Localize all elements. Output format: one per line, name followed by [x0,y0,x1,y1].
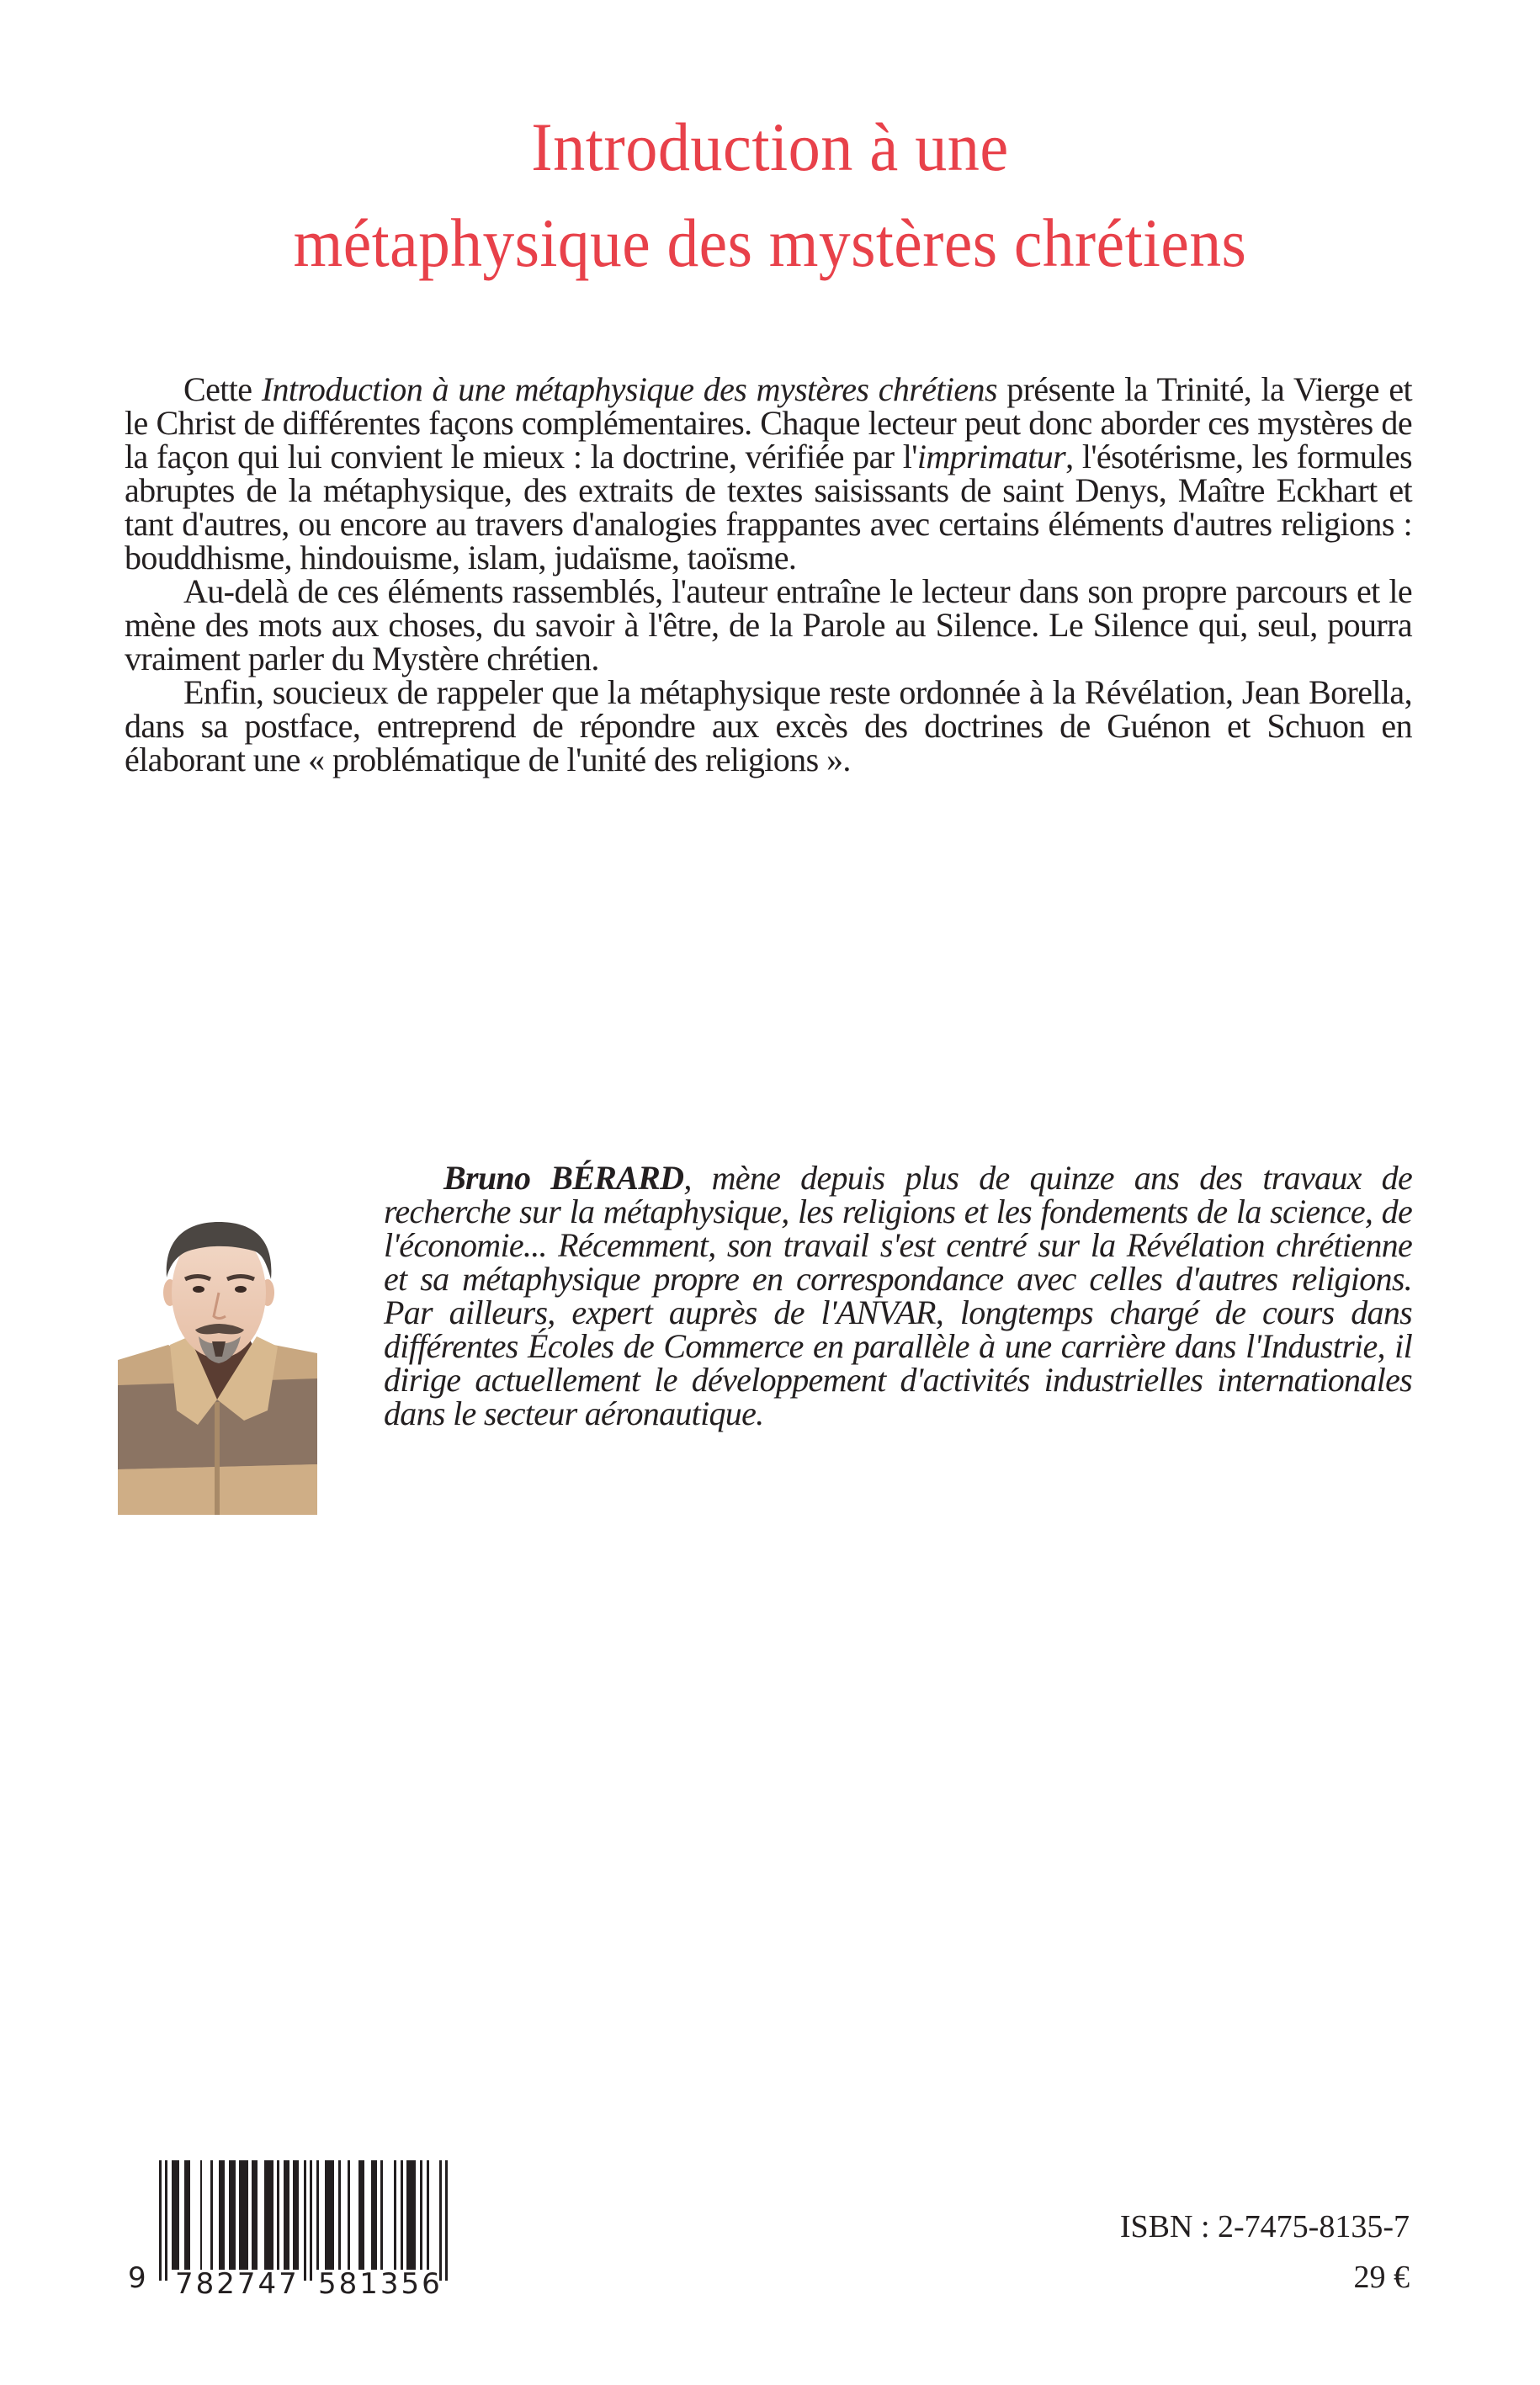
blurb-text: , l'ésotérisme, les formules abruptes de la métaphysique, des extraits de textes saisissants de saint Denys, Maître Eckhart et tant d'autres, ou encore au travers d'analogies frappantes avec certains éléments d'autres religions : bouddhisme, hindouisme, islam, judaïsme, taoïsme. [125,438,1412,576]
blurb-text: présente la Trinité, la Vierge et le Christ de différentes façons complémentaires. Chaque lecteur peut donc aborder ces mystères de la façon qui lui convient le mieux : la doctrine, vérifiée par l' [125,370,1412,475]
barcode-graphic [123,2154,476,2297]
barcode-digit-first: 9 [128,2261,146,2295]
barcode-bars [159,2160,448,2281]
title-line-2: métaphysique des mystères chrétiens [293,205,1247,281]
blurb-paragraph-2: Au-delà de ces éléments rassemblés, l'auteur entraîne le lecteur dans son propre parcours et le mène des mots aux choses, du savoir à l'être, de la Parole au Silence. Le Silence qui, seul, pourra vraiment parler du Mystère chrétien. [125,572,1412,677]
book-title [0,99,1540,291]
book-blurb [125,370,1412,778]
portrait-illustration [118,1219,317,1515]
title-line-1: Introduction à une [531,109,1009,185]
author-bio [384,1161,1412,1431]
barcode-digits-right: 581356 [318,2267,443,2297]
blurb-paragraph-1 [125,370,1412,576]
isbn-label: ISBN : 2-7475-8135-7 [1119,2209,1410,2244]
author-name: Bruno BÉRARD [443,1159,684,1197]
price-label: 29 € [1353,2260,1410,2295]
blurb-book-title-italic: Introduction à une métaphysique des mystères chrétiens [261,370,997,408]
author-bio-text: , mène depuis plus de quinze ans des travaux de recherche sur la métaphysique, les religions et les fondements de la science, de l'économie... Récemment, son travail s'est centré sur la Révélation chrétienne et sa métaphysique propre en correspondance avec celles d'autres religions. Par ailleurs, expert auprès de l'ANVAR, longtemps chargé de cours dans différentes Écoles de Commerce en parallèle à une carrière dans l'Industrie, il dirige actuellement le développement d'activités industrielles internationales dans le secteur aéronautique. [384,1159,1413,1432]
blurb-text: Cette [183,370,262,408]
imprimatur-italic: imprimatur [916,438,1066,475]
blurb-paragraph-3: Enfin, soucieux de rappeler que la métaphysique reste ordonnée à la Révélation, Jean Borella, dans sa postface, entreprend de répondre aux excès des doctrines de Guénon et Schuon en élaborant une « problématique de l'unité des religions ». [125,673,1412,778]
isbn-barcode [123,2154,476,2297]
barcode-digits-left: 782747 [175,2267,300,2297]
author-photo [118,1219,317,1515]
